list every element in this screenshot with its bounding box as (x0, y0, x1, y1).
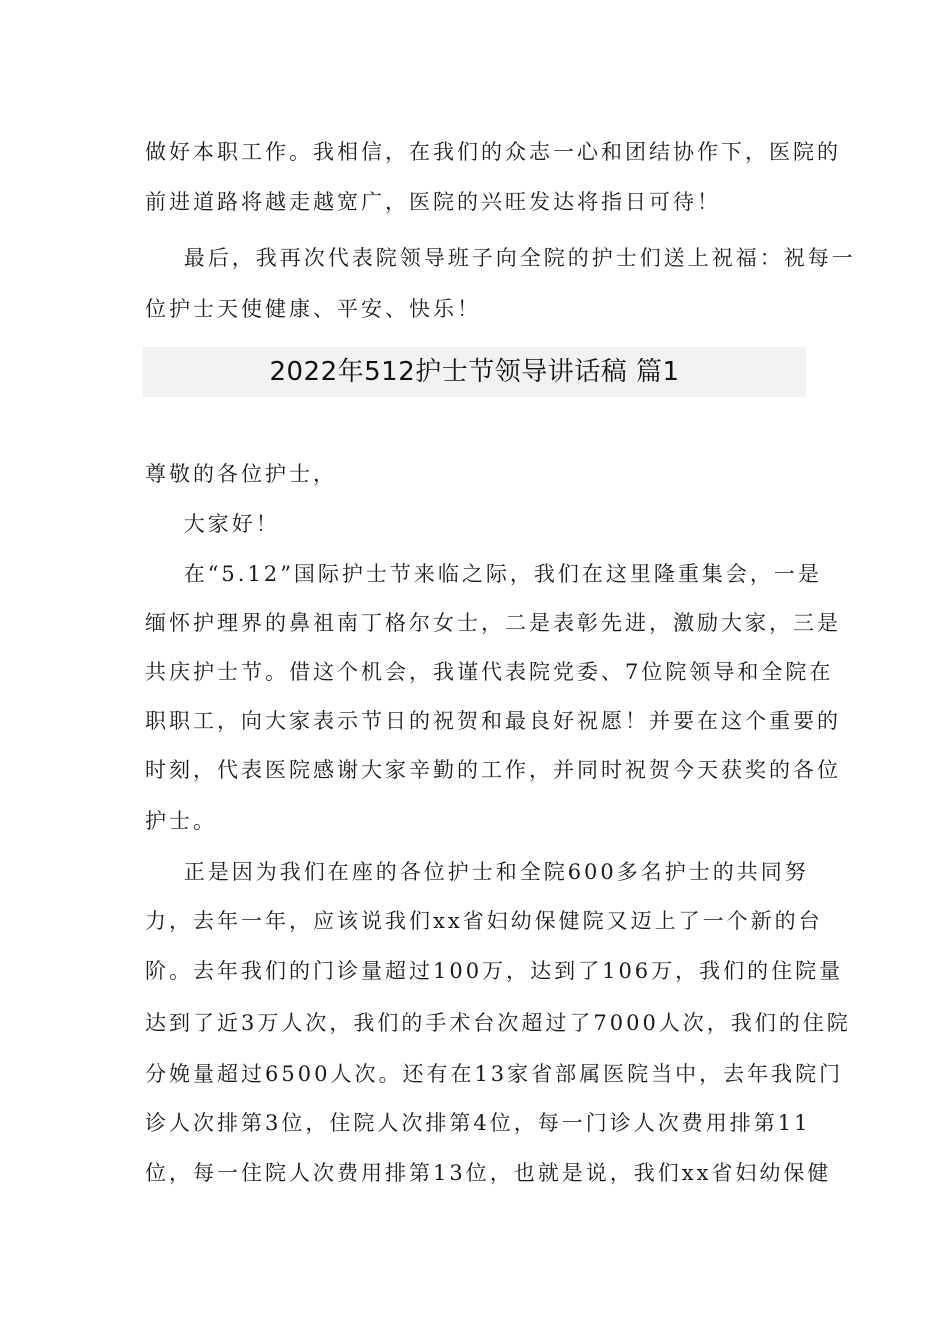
section-heading: 2022年512护士节领导讲话稿 篇1 (269, 357, 680, 387)
paragraph-line: 正是因为我们在座的各位护士和全院600多名护士的共同努 (145, 860, 809, 884)
paragraph-line: 最后，我再次代表院领导班子向全院的护士们送上祝福：祝每一 (145, 246, 856, 270)
paragraph-line: 位，每一住院人次费用排第13位，也就是说，我们xx省妇幼保健 (145, 1161, 832, 1185)
paragraph-line: 诊人次排第3位，住院人次排第4位，每一门诊人次费用排第11 (145, 1111, 811, 1135)
paragraph-line: 共庆护士节。借这个机会，我谨代表院党委、7位院领导和全院在 (145, 660, 834, 684)
paragraph-line: 缅怀护理界的鼻祖南丁格尔女士，二是表彰先进，激励大家，三是 (145, 611, 841, 635)
salutation-line: 尊敬的各位护士， (145, 462, 337, 486)
paragraph-line: 护士。 (145, 809, 217, 833)
paragraph-line: 阶。去年我们的门诊量超过100万，达到了106万，我们的住院量 (145, 959, 844, 983)
paragraph-line: 达到了近3万人次，我们的手术台次超过了7000人次，我们的住院 (145, 1011, 851, 1035)
paragraph-line: 做好本职工作。我相信，在我们的众志一心和团结协作下，医院的 (145, 140, 841, 164)
section-heading-band (143, 347, 806, 397)
paragraph-line: 位护士天使健康、平安、快乐！ (145, 297, 481, 321)
paragraph-line: 职职工，向大家表示节日的祝贺和最良好祝愿！并要在这个重要的 (145, 709, 841, 733)
greeting-line: 大家好！ (145, 512, 280, 536)
paragraph-line: 在“5.12”国际护士节来临之际，我们在这里隆重集会，一是 (145, 562, 822, 586)
paragraph-line: 前进道路将越走越宽广，医院的兴旺发达将指日可待！ (145, 190, 721, 214)
paragraph-line: 时刻，代表医院感谢大家辛勤的工作，并同时祝贺今天获奖的各位 (145, 758, 841, 782)
paragraph-line: 分娩量超过6500人次。还有在13家省部属医院当中，去年我院门 (145, 1062, 844, 1086)
paragraph-line: 力，去年一年，应该说我们xx省妇幼保健院又迈上了一个新的台 (145, 909, 823, 933)
